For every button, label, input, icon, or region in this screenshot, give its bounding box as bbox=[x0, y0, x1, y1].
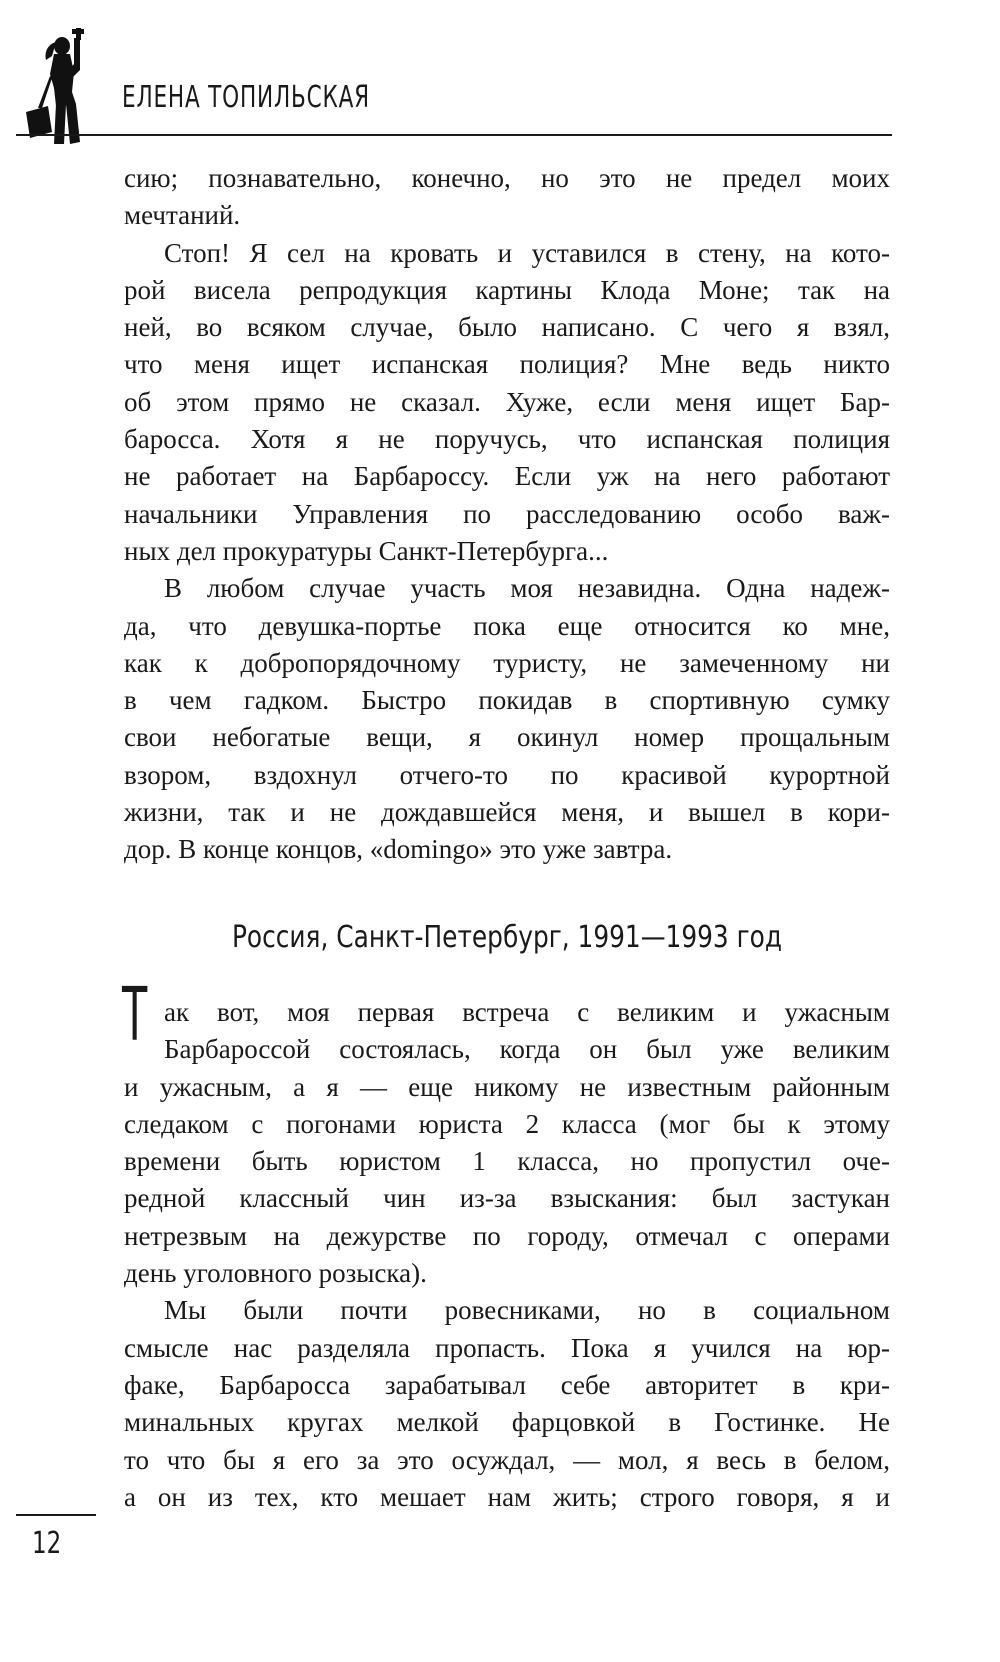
text-line: ак вот, моя первая встреча с великим и ужасным bbox=[164, 997, 890, 1027]
text-line: сию; познавательно, конечно, но это не предел моих bbox=[124, 163, 890, 193]
text-line: ных дел прокуратуры Санкт-Петербурга... bbox=[124, 535, 609, 566]
drop-cap: Т bbox=[122, 972, 148, 1058]
text-line: свои небогатые вещи, я окинул номер прощальным bbox=[124, 722, 890, 753]
text-line: как к добропорядочному туристу, не замеченному ни bbox=[124, 647, 890, 678]
text-line: рой висела репродукция картины Клода Моне; так на bbox=[124, 274, 890, 305]
text-line: то что бы я его за это осуждал, — мол, я весь в белом, bbox=[124, 1444, 890, 1475]
text-line: жизни, так и не дождавшейся меня, и вышел в кори- bbox=[124, 797, 890, 828]
text-line: редной классный чин из-за взыскания: был застукан bbox=[124, 1183, 890, 1214]
chapter-title: Россия, Санкт-Петербург, 1991—1993 год bbox=[231, 920, 783, 955]
text-line: В любом случае участь моя незавидна. Одна надеж- bbox=[164, 573, 890, 604]
text-line: мечтаний. bbox=[124, 200, 241, 231]
text-line: времени быть юристом 1 класса, но пропустил оче- bbox=[124, 1146, 890, 1177]
text-line: Стоп! Я сел на кровать и уставился в стену, на кото- bbox=[164, 237, 890, 268]
text-line: а он из тех, кто мешает нам жить; строго говоря, я и bbox=[124, 1481, 890, 1512]
text-line: баросса. Хотя я не поручусь, что испанская полиция bbox=[124, 424, 890, 455]
text-line: что меня ищет испанская полиция? Мне ведь никто bbox=[124, 349, 890, 380]
text-line: в чем гадком. Быстро покидав в спортивную сумку bbox=[124, 685, 890, 716]
text-line: минальных кругах мелкой фарцовкой в Гостинке. Не bbox=[124, 1407, 890, 1438]
text-line: нетрезвым на дежурстве по городу, отмечал с операми bbox=[124, 1220, 890, 1251]
page-number: 12 bbox=[32, 1526, 62, 1561]
woman-with-pistol-silhouette-icon bbox=[16, 26, 96, 144]
text-line: Барбароссой состоялась, когда он был уже великим bbox=[164, 1034, 890, 1065]
body-text-section-2 bbox=[124, 994, 890, 1516]
text-line: следаком с погонами юриста 2 класса (мог бы к этому bbox=[124, 1108, 890, 1139]
text-line: начальники Управления по расследованию особо важ- bbox=[124, 498, 890, 529]
text-line: ней, во всяком случае, было написано. С чего я взял, bbox=[124, 312, 890, 343]
author-name: ЕЛЕНА ТОПИЛЬСКАЯ bbox=[122, 80, 370, 115]
text-line: не работает на Барбароссу. Если уж на него работают bbox=[124, 461, 890, 492]
text-line: смысле нас разделяла пропасть. Пока я учился на юр- bbox=[124, 1332, 890, 1363]
text-line: день уголовного розыска). bbox=[124, 1258, 427, 1289]
header-rule bbox=[16, 134, 892, 136]
body-text-section-1 bbox=[124, 160, 890, 869]
text-line: об этом прямо не сказал. Хуже, если меня ищет Бар- bbox=[124, 386, 890, 417]
text-line: факе, Барбаросса зарабатывал себе авторитет в кри- bbox=[124, 1369, 890, 1400]
text-line: взором, вздохнул отчего-то по красивой курортной bbox=[124, 759, 890, 790]
text-line: дор. В конце концов, «domingo» это уже завтра. bbox=[124, 834, 673, 865]
text-line: да, что девушка-портье пока еще относится ко мне, bbox=[124, 610, 890, 641]
text-line: и ужасным, а я — еще никому не известным районным bbox=[124, 1071, 890, 1102]
footer-rule bbox=[16, 1514, 96, 1516]
text-line: Мы были почти ровесниками, но в социальном bbox=[164, 1295, 890, 1326]
